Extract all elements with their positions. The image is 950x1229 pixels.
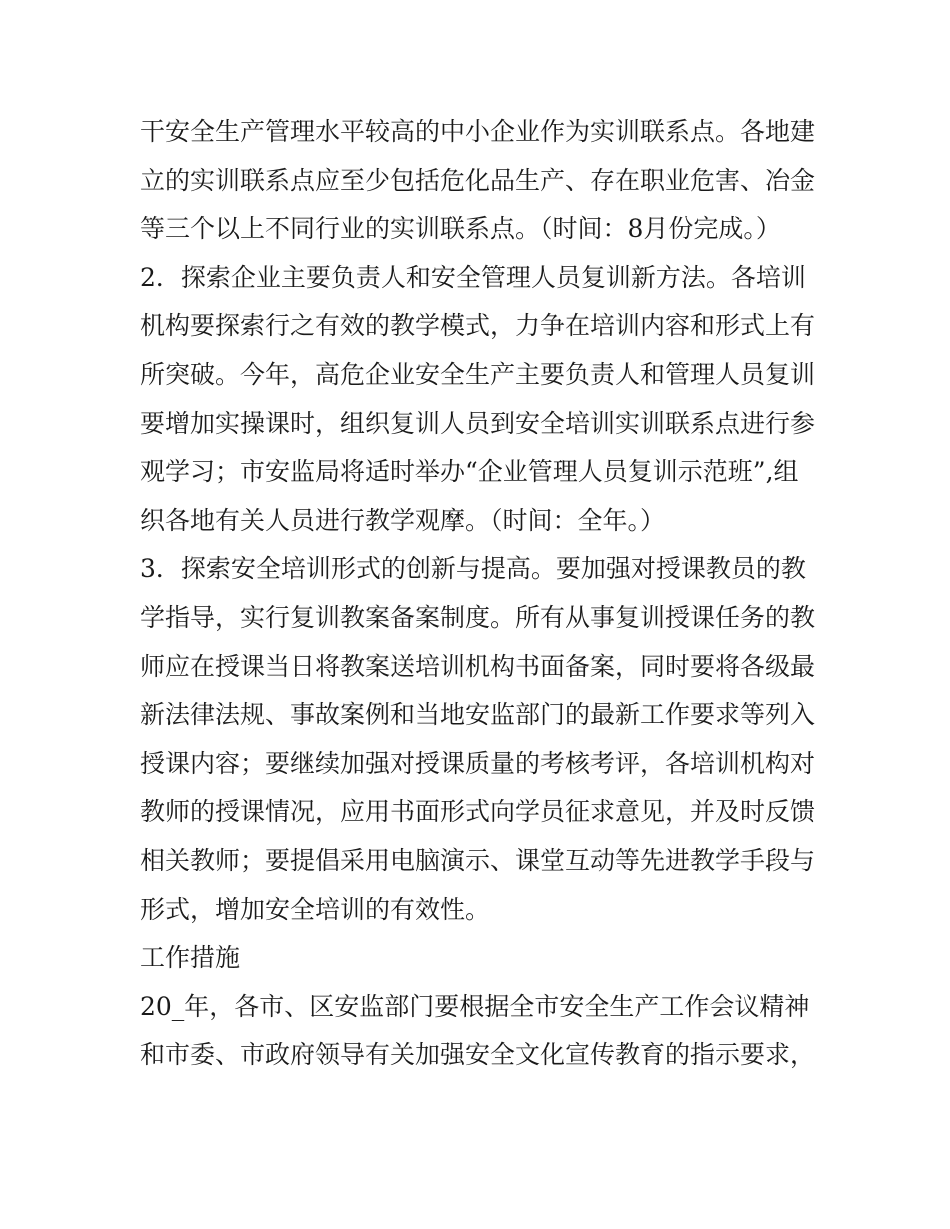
list-item-3-line-5: 授课内容；要继续加强对授课质量的考核考评，各培训机构对 — [140, 748, 816, 778]
list-item-3-line-7: 相关教师；要提倡采用电脑演示、课堂互动等先进教学手段与 — [140, 845, 816, 875]
list-item-3-line-4: 新法律法规、事故案例和当地安监部门的最新工作要求等列入 — [140, 700, 816, 730]
list-item-3-line-6: 教师的授课情况，应用书面形式向学员征求意见，并及时反馈 — [140, 797, 816, 827]
list-item-2-line-6: 织各地有关人员进行教学观摩。（时间：全年。） — [140, 505, 666, 535]
paragraph-line-1: 20_年，各市、区安监部门要根据全市安全生产工作会议精神 — [140, 991, 810, 1021]
list-item-2-line-2: 机构要探索行之有效的教学模式，力争在培训内容和形式上有 — [140, 311, 816, 341]
section-heading: 工作措施 — [140, 943, 241, 973]
list-item-2-line-3: 所突破。今年，高危企业安全生产主要负责人和管理人员复训 — [140, 359, 816, 389]
paragraph-line-2: 和市委、市政府领导有关加强安全文化宣传教育的指示要求， — [140, 1040, 816, 1070]
list-item-2-line-1: 2．探索企业主要负责人和安全管理人员复训新方法。各培训 — [140, 262, 806, 292]
document-body — [140, 108, 830, 1080]
list-item-2-line-4: 要增加实操课时，组织复训人员到安全培训实训联系点进行参 — [140, 408, 816, 438]
list-item-3-line-3: 师应在授课当日将教案送培训机构书面备案，同时要将各级最 — [140, 651, 816, 681]
text-line-2: 立的实训联系点应至少包括危化品生产、存在职业危害、冶金 — [140, 165, 816, 195]
list-item-3-line-8: 形式，增加安全培训的有效性。 — [140, 894, 491, 924]
list-item-3-line-2: 学指导，实行复训教案备案制度。所有从事复训授课任务的教 — [140, 602, 816, 632]
list-item-3-line-1: 3．探索安全培训形式的创新与提高。要加强对授课教员的教 — [140, 554, 806, 584]
text-line-1: 干安全生产管理水平较高的中小企业作为实训联系点。各地建 — [140, 117, 816, 146]
list-item-2-line-5: 观学习；市安监局将适时举办“企业管理人员复训示范班”,组 — [140, 457, 799, 487]
text-line-3: 等三个以上不同行业的实训联系点。（时间：8月份完成。） — [140, 214, 781, 244]
